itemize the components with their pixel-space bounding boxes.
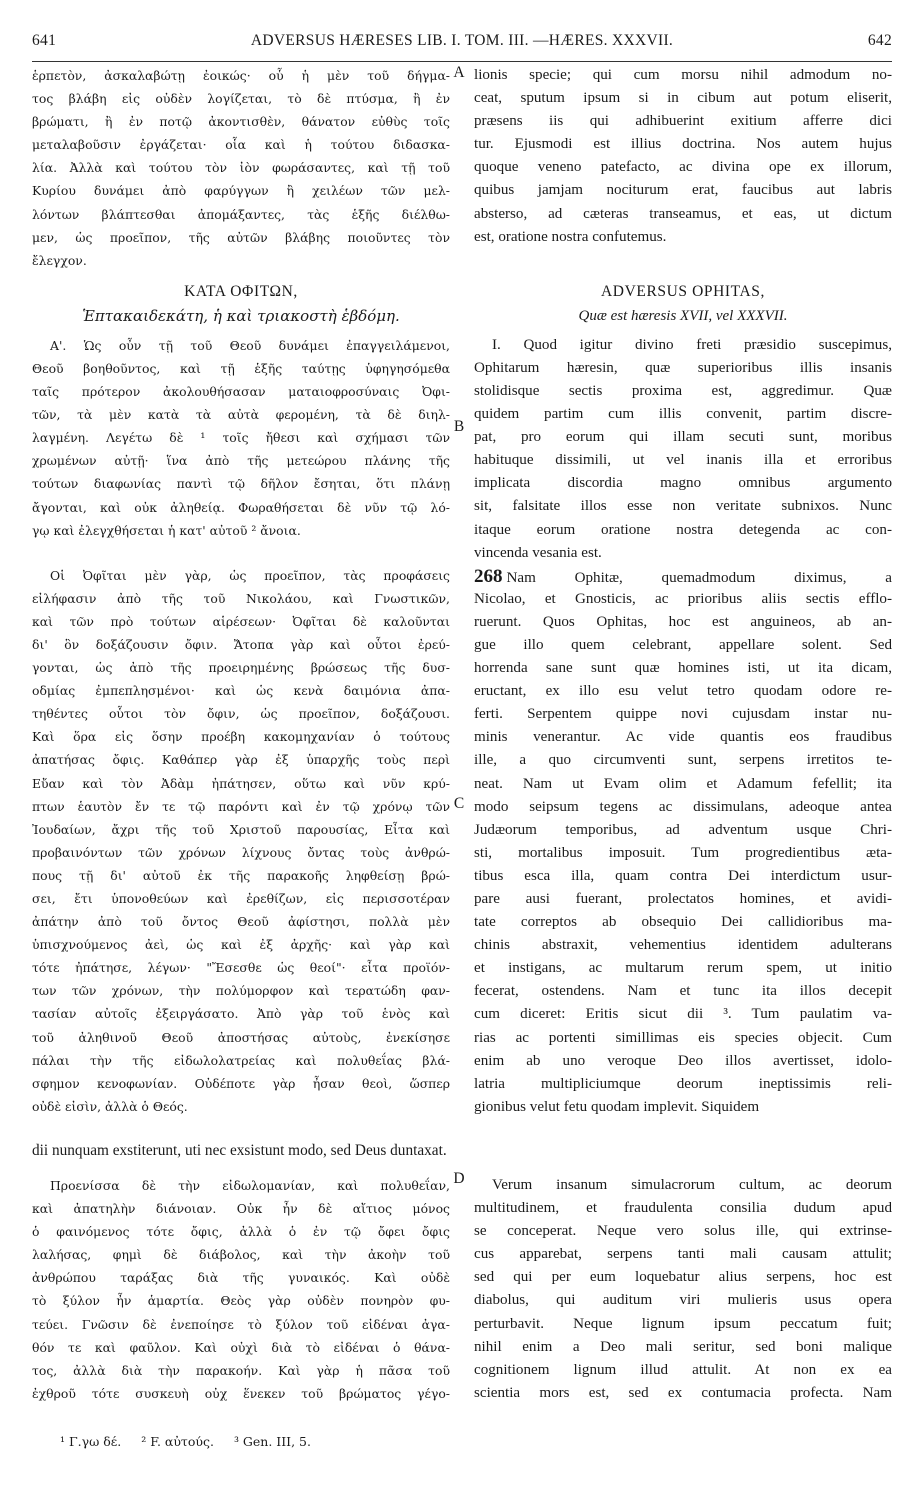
- greek-long-block: [32, 564, 450, 1118]
- text-line: λαγμένη. Λεγέτω δὲ ¹ τοῖς ἤθεσι καὶ σχήμασι τῶν: [32, 430, 450, 446]
- text-line: σφημον κενοφωνίαν. Οὐδέποτε γὰρ ἦσαν θεοὶ, ὥσπερ: [32, 1075, 450, 1091]
- text-line: Θεοῦ βοηθοῦντος, καὶ τῇ ἑξῆς ταύτῃς ὑφηγησόμεθα: [32, 360, 450, 376]
- text-line: ille, a quo circumventi sunt, serpens irretitos te-: [474, 752, 892, 769]
- latin-column: [474, 64, 892, 1119]
- footnote-1: ¹ Γ.γω δέ.: [60, 1434, 122, 1449]
- text-line: μεν, ὡς προεῖπον, τῆς αὐτῶν βλάβης ποιοῦντες τὸν: [32, 229, 450, 245]
- text-line: πάλαι τὴν τῆς εἰδωλολατρείας καὶ πολυθεΐας βλά-: [32, 1052, 450, 1068]
- margin-letter-b: B: [453, 418, 465, 435]
- latin-mid-block: [474, 334, 892, 565]
- latin-bottom-column: [474, 1174, 892, 1405]
- greek-top-block: [32, 64, 450, 272]
- text-line: Α'. Ὡς οὖν τῇ τοῦ Θεοῦ δυνάμει ἐπαγγειλάμενοι,: [50, 337, 450, 353]
- text-line: τοῦ ἀληθινοῦ Θεοῦ ἀποστήσας αὐτοὺς, ἐνεκίσησε: [32, 1029, 450, 1045]
- text-line: Ophitarum hæresin, quæ superioribus illis insanis: [474, 359, 892, 376]
- text-line: tur. Ejusmodi est illius doctrina. Nos autem hujus: [474, 136, 892, 153]
- text-line: se conceperat. Neque vero solus ille, qui extrinse-: [474, 1223, 892, 1240]
- margin-letter-d: D: [453, 1170, 465, 1187]
- text-line: quibus jamjam nociturum erat, faucibus aut labris: [474, 182, 892, 199]
- text-line: καὶ ἀπατηλὴν διάνοιαν. Οὐκ ἦν δὲ αἴτιος μόνος: [32, 1201, 450, 1217]
- text-line: pare ausi fuerant, prolectatos homines, et avidi-: [474, 891, 892, 907]
- text-line: quidem partim cum illis convenit, partim discre-: [474, 406, 892, 423]
- text-line: τος βλάβη εἰς οὐδὲν λογίζεται, τὸ δὲ πτύσμα, ἢ ἐν: [32, 91, 450, 107]
- running-header: [32, 14, 892, 49]
- page-number-right: 642: [867, 32, 892, 49]
- footnotes: [60, 1434, 327, 1449]
- text-line: cum diceret: Eritis sicut dii ³. Tum paulatim va-: [474, 1006, 892, 1023]
- text-line: neat. Nam ut Evam olim et Adamum fefellit; ita: [474, 775, 892, 792]
- text-line: ἐχθροῦ τότε συσκευὴ οὐχ ἕνεκεν τοῦ βρώματος γέγο-: [32, 1385, 450, 1401]
- text-line: gionibus velut fetu quodam implevit. Siquidem: [474, 1098, 760, 1115]
- header-rule: [32, 61, 892, 62]
- text-line: τότε ἠπάτησε, λέγων· "Ἔσεσθε ὡς θεοί"· εἶτα προϊόν-: [32, 960, 450, 976]
- text-line: μεταλαβοῦσιν ἐργάζεται· οἷα καὶ ἡ τούτου διδασκα-: [32, 137, 450, 153]
- text-line: minis venerantur. Ac vide quantis eos fraudibus: [474, 729, 892, 746]
- greek-heading: ΚΑΤΑ ΟΦΙΤΩΝ,: [184, 282, 298, 300]
- text-line: I. Quod igitur divino freti præsidio suscepimus,: [492, 336, 892, 353]
- text-line: ταῖς πρότερον ἀκολουθήσασαν ματαιοφροσύναις Ὀφι-: [32, 384, 450, 400]
- text-line: vincenda vesania est.: [474, 544, 602, 561]
- text-line: ὑπισχνούμενος ἀεὶ, ὡς καὶ ἐξ ἀρχῆς· καὶ γὰρ καὶ: [32, 937, 450, 953]
- text-line: τούτων διαφωνίας παντὶ τῷ δῆλον ἔσηται, ὅτι πλάνῃ: [32, 476, 450, 492]
- text-line: absterso, ad cæteras transeamus, et eas, ut dictum: [474, 205, 892, 222]
- text-line: ἔλεγχον.: [32, 252, 87, 268]
- text-line: cognitionem lignum illud attulit. At non ex ea: [474, 1361, 892, 1378]
- text-line: chinis abstraxit, vehementius identidem adulterans: [474, 937, 892, 954]
- text-line: τεύει. Γνῶσιν δὲ ἐνεποίησε τὸ ξύλον τοῦ εἰδέναι ἀγα-: [32, 1316, 450, 1332]
- text-line: perturbavit. Neque lignum ipsum peccatum fuit;: [474, 1315, 892, 1332]
- latin-subheading: Quæ est hæresis XVII, vel XXXVII.: [578, 307, 788, 324]
- greek-subheading: Ἑπτακαιδεκάτη, ἡ καὶ τριακοστὴ ἑβδόμη.: [82, 306, 400, 325]
- text-line: Ἰουδαίων, ἄχρι τῆς τοῦ Χριστοῦ παρουσίας, Εἶτα καὶ: [32, 821, 450, 837]
- text-line: τὸ ξύλον ἦν ἁμαρτία. Θεὸς γὰρ οὐδὲν πονηρὸν φυ-: [32, 1293, 450, 1309]
- text-line: τηθέντες οὗτοι τὸν ὄφιν, ὡς προεῖπον, δοξάζουσι.: [32, 706, 450, 722]
- footnote-3: ³ Gen. III, 5.: [233, 1434, 311, 1449]
- text-line: γῳ καὶ ἐλεγχθήσεται ἡ κατ' αὐτοῦ ² ἄνοια.: [32, 522, 301, 538]
- text-line: itaque eorum oratione nostra detegenda ac con-: [474, 521, 892, 538]
- text-line: sit, falsitate illos esse non veritate subnixos. Nunc: [474, 498, 892, 515]
- text-line: σει, ἔτι ὑπονοθεύων καὶ ἐρεθίζων, εἰς περισσοτέραν: [32, 891, 450, 906]
- text-line: ἀνθρώπου ταράξας διὰ τῆς γυναικός. Καὶ οὐδὲ: [32, 1270, 450, 1286]
- text-line: οὐδὲ εἰσὶν, ἀλλὰ ὁ Θεός.: [32, 1098, 188, 1114]
- text-line: Εὔαν καὶ τὸν Ἀδὰμ ἠπάτησεν, οὕτω καὶ νῦν κρύ-: [32, 775, 450, 791]
- text-line: gue illo quem celebrant, appellare solent. Sed: [474, 636, 892, 653]
- text-line: sed qui per eum loquebatur alius serpens, hoc est: [474, 1269, 892, 1286]
- text-line: τῶν, τὰ μὲν κατὰ τὰ αὐτὰ φερομένη, τὰ δὲ διηλ-: [32, 407, 450, 423]
- text-line: ruerunt. Quos Ophitas, hoc est anguineos, ab an-: [474, 613, 892, 630]
- text-line: ἀπατήσας ὄφις. Καθάπερ γὰρ ἐξ ὑπαρχῆς τοὺς περὶ: [32, 752, 450, 768]
- footnote-2: ² F. αὐτούς.: [141, 1434, 214, 1449]
- text-line: ceat, sputum ipsum si in cibum aut potum eliserit,: [474, 90, 892, 107]
- text-line: stolidisque sectis proxima est, aggredimur. Quæ: [474, 382, 892, 399]
- margin-letter-c: C: [453, 795, 465, 812]
- latin-long-block: [474, 588, 892, 1119]
- text-line: καὶ τῶν πρὸ τούτων αἱρέσεων· Ὀφῖται δὲ καλοῦνται: [32, 613, 450, 629]
- text-line: scientia mors est, sed ex contumacia profecta. Nam: [474, 1384, 892, 1401]
- greek-bottom-block: [32, 1174, 450, 1405]
- text-line: τος, ἀλλὰ διὰ τὴν παρακοήν. Καὶ γὰρ ἡ πᾶσα τοῦ: [32, 1362, 450, 1378]
- text-line: præsens iis qui adhibuerint exitium afferre dici: [474, 113, 892, 130]
- greek-mid-block: [32, 334, 450, 542]
- text-line: θόν τε καὶ φαῦλον. Καὶ οὐχὶ διὰ τὸ εἰδέναι ὁ θάνα-: [32, 1339, 450, 1355]
- text-line: eructant, ex illo esu velut tetro quodam odore re-: [474, 683, 892, 700]
- text-line: ἑρπετὸν, ἀσκαλαβώτῃ ἐοικώς· οὗ ἡ μὲν τοῦ δήγμα-: [32, 68, 450, 83]
- text-line: Καὶ ὅρα εἰς ὅσην προέβη κακομηχανίαν ὁ τούτους: [32, 729, 450, 745]
- text-line: Judæorum temporibus, ad adventum usque Chri-: [474, 821, 892, 838]
- latin-heading: ADVERSUS OPHITAS,: [601, 282, 765, 300]
- text-line: latria multipliciumque deorum ineptissimis reli-: [474, 1075, 892, 1092]
- text-line: Verum insanum simulacrorum cultum, ac deorum: [492, 1177, 892, 1193]
- greek-column: [32, 64, 450, 1118]
- text-line: Nicolao, et Gnosticis, ac prioribus aliis sectis efflo-: [474, 590, 892, 607]
- page-number-left: 641: [32, 32, 57, 49]
- latin-section-first-line: 268 Nam Ophitæ, quemadmodum diximus, a: [474, 565, 892, 587]
- text-line: πους τῇ δι' αὐτοῦ ἐκ τῆς παρακοῆς ληφθείσῃ βρώ-: [32, 867, 450, 883]
- text-line: implicata discordia magno omnibus argumento: [474, 475, 892, 492]
- text-line: δι' ὃν δοξάζουσιν ὄφιν. Ἄτοπα γὰρ καὶ οὗτοι ἐρεύ-: [32, 636, 450, 652]
- section-number: 268: [474, 565, 503, 587]
- text-line: οδμίας ἐμπεπλησμένοι· καὶ ὡς κενὰ δαιμόνια ἀπα-: [32, 683, 450, 699]
- text-line: horrenda sane sunt quæ homines isti, ut ita dicam,: [474, 660, 892, 677]
- text-line: γονται, ὡς ἀπὸ τῆς προειρημένης βρώσεως τῆς δυσ-: [32, 660, 450, 676]
- running-title: ADVERSUS HÆRESES LIB. I. TOM. III. —HÆRES. XXXVII.: [250, 32, 674, 49]
- text-line: modo seipsum tegens ac dissimulans, adeoque antea: [474, 798, 892, 815]
- text-line: sti, mortalibus imposuit. Tum progredientibus æta-: [474, 844, 892, 861]
- text-line: βρώματι, ἢ ἐν ποτῷ ἀκοντισθὲν, θάνατον εὐθὺς τοῖς: [32, 114, 450, 130]
- text-line: λόντων βλάπτεσθαι ἀπομάξαντες, τὰς ἑξῆς διέλθω-: [32, 206, 450, 222]
- full-width-line: dii nunquam exstiterunt, uti nec exsistunt modo, sed Deus duntaxat.: [32, 1142, 447, 1159]
- text-line: diabolus, qui auditum viri mulieris usus opera: [474, 1292, 892, 1309]
- text-line: λαλήσας, φημὶ δὲ διάβολος, καὶ τὴν ἀκοὴν τοῦ: [32, 1247, 450, 1263]
- text-line: ferti. Serpentem quippe novi cujusdam instar nu-: [474, 706, 892, 723]
- text-line: Κυρίου δυνάμει ἀπὸ φαρύγγων ἢ χειλέων τῶν μελ-: [32, 183, 450, 199]
- latin-top-block: [474, 64, 892, 249]
- text-line: lionis specie; qui cum morsu nihil admodum no-: [474, 67, 892, 83]
- text-line: τασίαν αὐτοῖς ἐξειργάσατο. Ἀπὸ γὰρ τοῦ ἑνὸς καὶ: [32, 1006, 450, 1022]
- text-line: habituque dissimili, ut vel inanis illa et erroribus: [474, 452, 892, 469]
- text-line: quoque veneno patefacto, ac divina ope ex illorum,: [474, 159, 892, 176]
- text-line: tibus esca illa, quam contra Dei interdictum usur-: [474, 867, 892, 884]
- text-line: των τῶν χρόνων, τὴν πολύμορφον καὶ τερατώδη φαν-: [32, 983, 450, 999]
- margin-letter-a: A: [453, 64, 465, 81]
- text-line: nihil enim a Deo mali seritur, sed boni malique: [474, 1338, 892, 1355]
- text-line: est, oratione nostra confutemus.: [474, 228, 667, 245]
- text-line: Οἱ Ὀφῖται μὲν γὰρ, ὡς προεῖπον, τὰς προφάσεις: [50, 567, 450, 583]
- latin-bottom-block: [474, 1174, 892, 1405]
- text-line: multitudinem, et fraudulenta consilia dudum apud: [474, 1200, 892, 1217]
- text-line: rias ac portenti simillimas eis species objecit. Cum: [474, 1029, 892, 1046]
- text-line: Προενίσσα δὲ τὴν εἰδωλομανίαν, καὶ πολυθεΐαν,: [50, 1178, 450, 1193]
- text-line: tate correptos ab obsequio Dei callidioribus ma-: [474, 914, 892, 931]
- text-line: πτων ἑαυτὸν ἔν τε τῷ παρόντι καὶ ἐν τῷ χρόνῳ τῶν: [32, 798, 450, 814]
- text-line: εἰλήφασιν ἀπὸ τῆς τοῦ Νικολάου, καὶ Γνωστικῶν,: [32, 590, 450, 606]
- text-line: enim ab uno veroque Deo illos avertisset, idolo-: [474, 1052, 892, 1069]
- text-line: pat, pro eorum qui illam secuti sunt, moribus: [474, 429, 892, 446]
- text-line: ὁ φαινόμενος τότε ὄφις, ἀλλὰ ὁ ἐν τῷ ὄφει ὄφις: [32, 1224, 450, 1240]
- text-line: χρωμένων αὐτῇ· ἵνα ἀπὸ τῆς μετεώρου πλάνης τῆς: [32, 453, 450, 469]
- text-line: et instigans, ac multarum rerum spem, ut initio: [474, 960, 892, 977]
- greek-bottom-column: [32, 1174, 450, 1405]
- text-line: ἀπάτην ἀπὸ τοῦ ὄντος Θεοῦ ἀφίστησι, πολλὰ μὲν: [32, 914, 450, 930]
- text-line: ἄγονται, καὶ οὐκ ἀληθείᾳ. Φωραθήσεται δὲ νῦν τῷ λό-: [32, 499, 450, 515]
- text-line: προβαινόντων τῶν χρόνων λίχνους ὄντας τοὺς ἀνθρώ-: [32, 844, 450, 860]
- text-line: fecerat, ostendens. Nam et tunc ita illos decepit: [474, 983, 892, 1000]
- text-line: λία. Ἀλλὰ καὶ τούτου τὸν ἰὸν φωράσαντες, καὶ τῇ τοῦ: [32, 160, 450, 176]
- text-line: cus apparebat, serpens tanti mali causam attulit;: [474, 1246, 892, 1263]
